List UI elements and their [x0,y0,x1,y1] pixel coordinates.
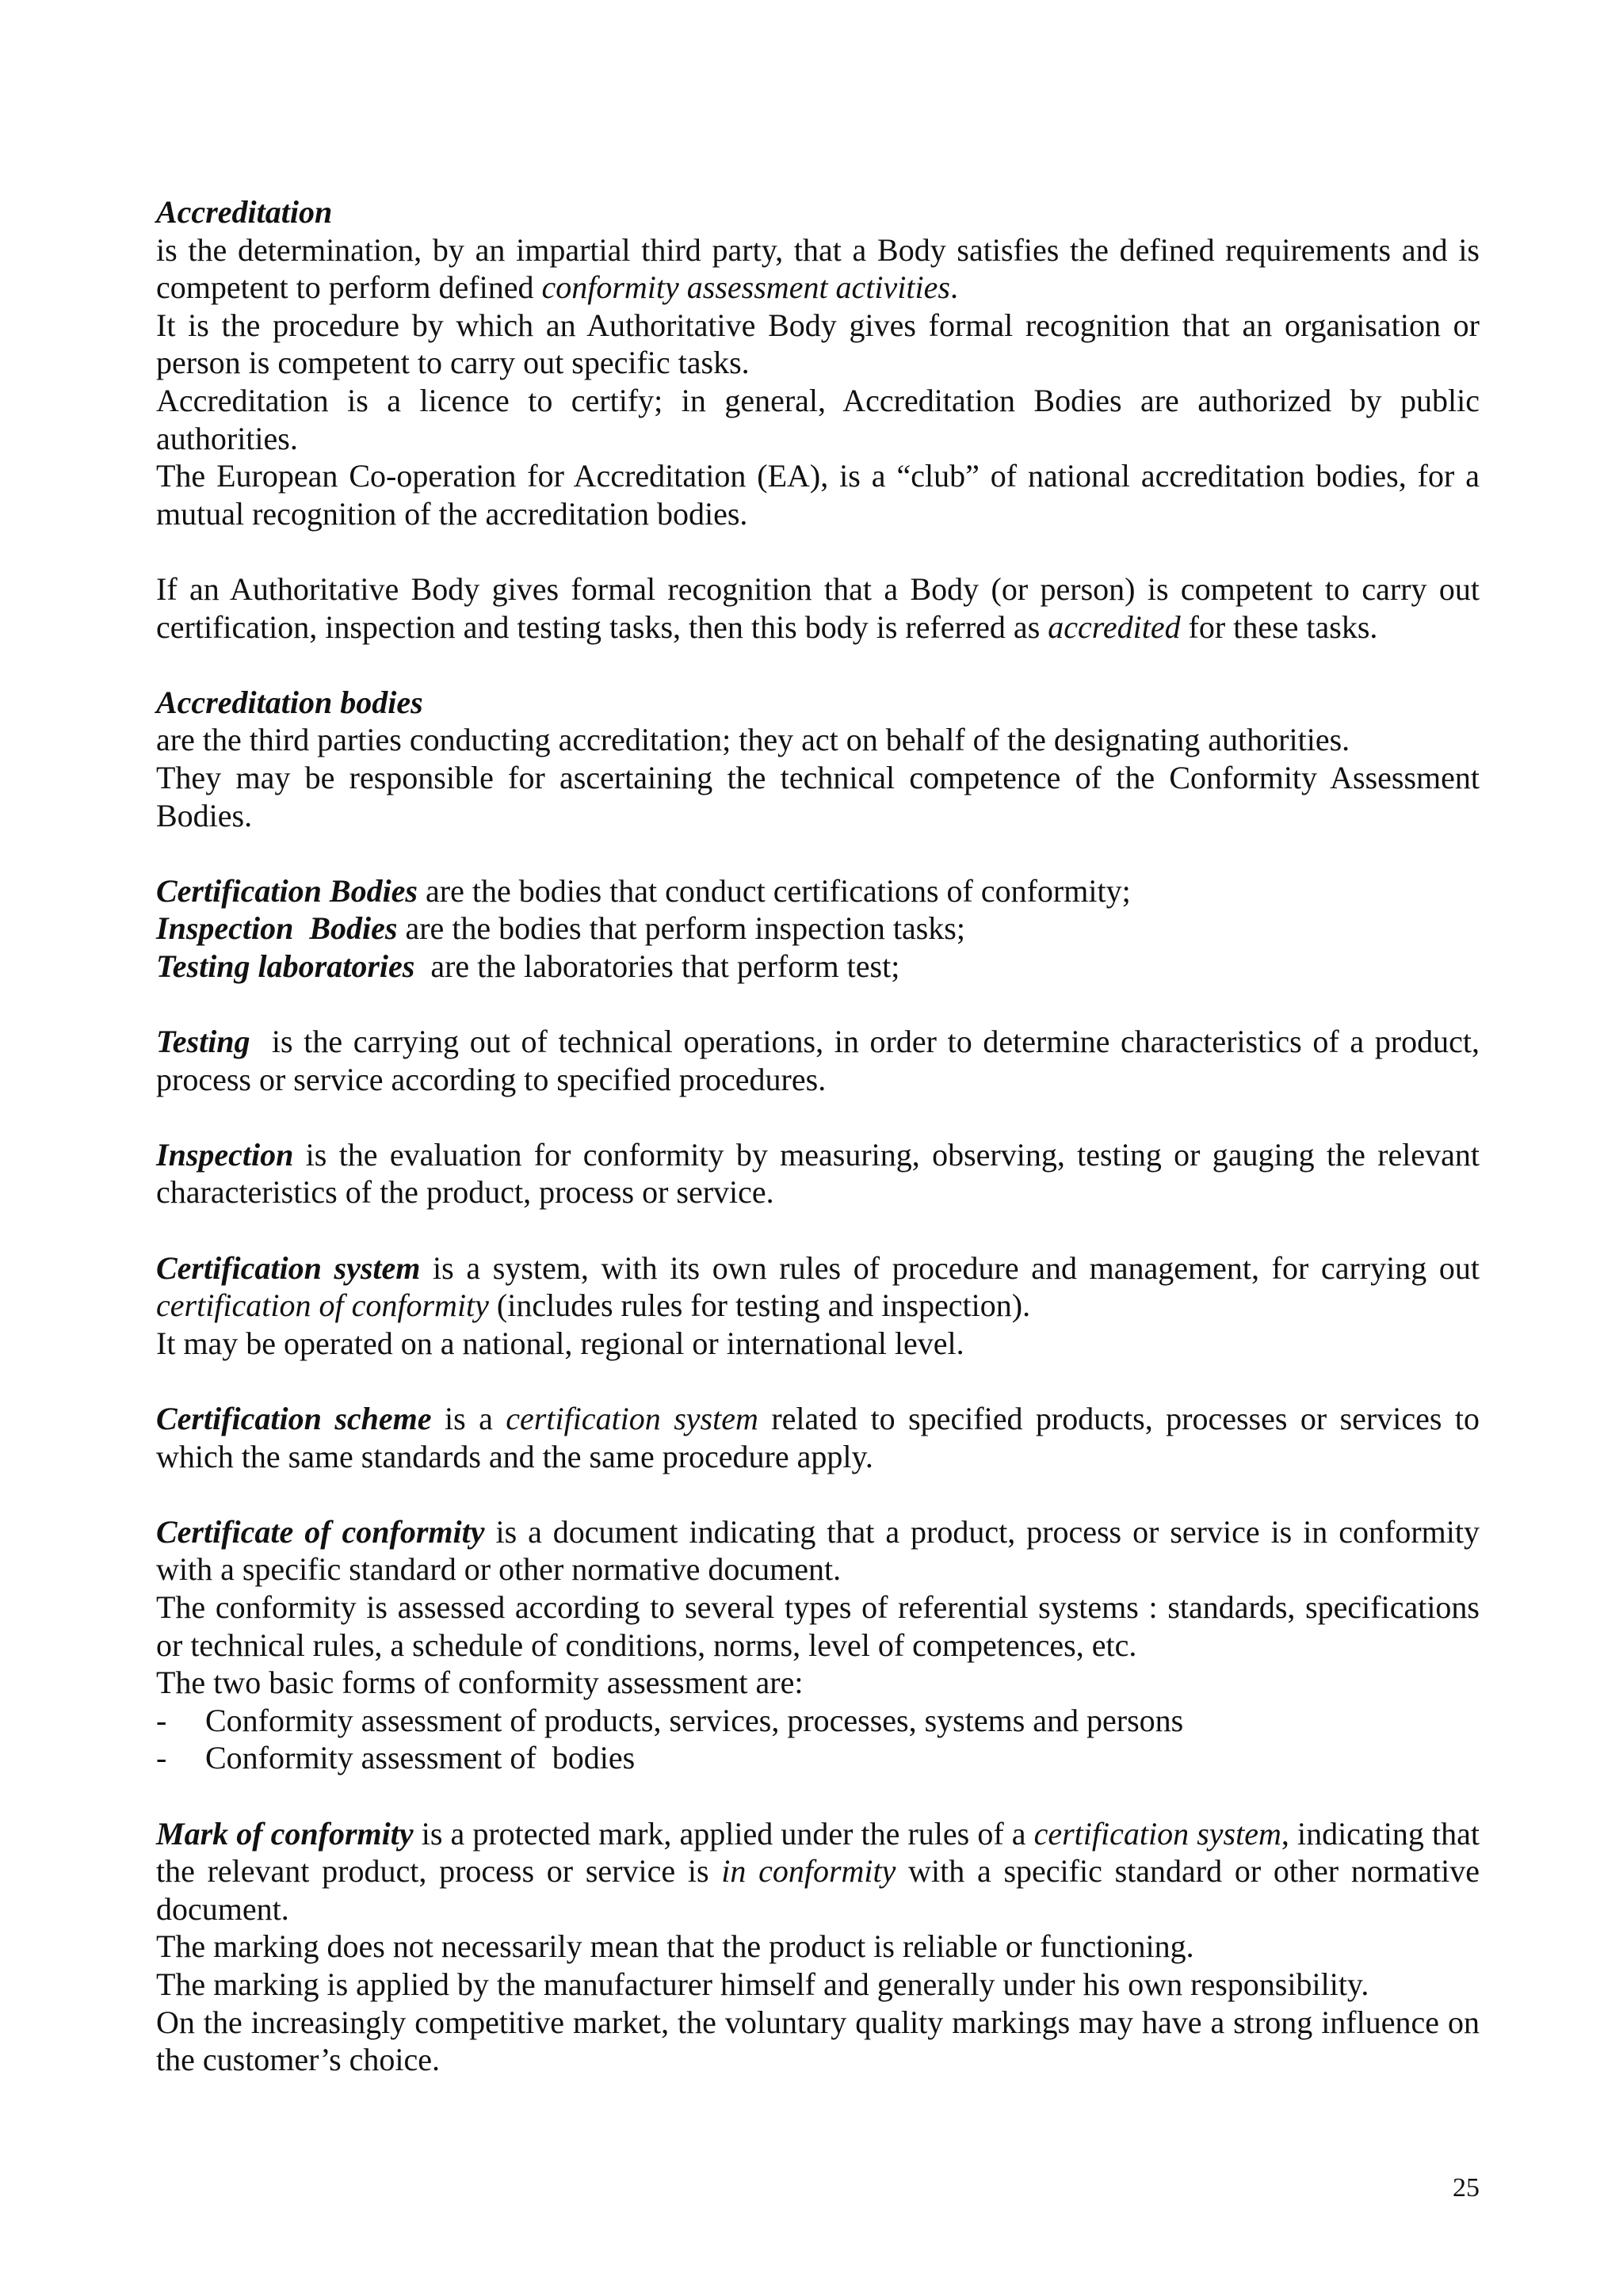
accreditation-ea: The European Co-operation for Accreditation (EA), is a “club” of national accreditation bodies, for a mutual recognition of the accreditation bodies. [156,458,1480,532]
inspection-bodies-line: Inspection Bodies are the bodies that perform inspection tasks; [156,910,965,947]
accreditation-term: Accreditation [156,194,333,230]
marking-responsibility: The marking is applied by the manufacturer himself and generally under his own responsibility. [156,1966,1369,2002]
accreditation-procedure: It is the procedure by which an Authoritative Body gives formal recognition that an organisation or person is competent to carry out specific tasks. [156,307,1480,381]
list-dash: - [156,1740,167,1776]
list-item-text: Conformity assessment of bodies [205,1740,636,1776]
accreditation-licence: Accreditation is a licence to certify; in general, Accreditation Bodies are authorized by public authorities. [156,382,1480,456]
list-item [156,1739,1480,1777]
list-item [156,1702,1480,1740]
paragraph-gap [156,1777,1480,1815]
list-item-text: Conformity assessment of products, services, processes, systems and persons [205,1702,1184,1738]
marking-reliability: The marking does not necessarily mean that the product is reliable or functioning. [156,1928,1194,1965]
list-dash: - [156,1702,167,1738]
paragraph-gap [156,1475,1480,1513]
paragraph-gap [156,1362,1480,1400]
page-number: 25 [1453,2173,1480,2203]
paragraph-gap [156,532,1480,570]
paragraph-gap [156,1098,1480,1136]
accreditation-bodies-term: Accreditation bodies [156,684,423,720]
certification-scheme-paragraph: Certification scheme is a certification system related to specified products, processes or services to which the same standards and the same procedure apply. [156,1401,1480,1474]
accreditation-bodies-responsibility: They may be responsible for ascertaining the technical competence of the Conformity Assessment Bodies. [156,759,1480,833]
certification-bodies-line: Certification Bodies are the bodies that conduct certifications of conformity; [156,872,1131,909]
certificate-basic-forms: The two basic forms of conformity assessment are: [156,1665,804,1701]
mark-of-conformity-paragraph: Mark of conformity is a protected mark, applied under the rules of a certification system, indicating that the relevant product, process or service is in conformity with a specific standard or other normative document. [156,1815,1480,1927]
accreditation-definition: is the determination, by an impartial third party, that a Body satisfies the defined requirements and is competent to perform defined conformity assessment activities. [156,231,1480,306]
certificate-of-conformity-paragraph: Certificate of conformity is a document indicating that a product, process or service is in conformity with a specific standard or other normative document. [156,1513,1480,1588]
inspection-paragraph: Inspection is the evaluation for conformity by measuring, observing, testing or gauging the relevant characteristics of the product, process or service. [156,1136,1480,1211]
paragraph-gap [156,1211,1480,1249]
accredited-paragraph: If an Authoritative Body gives formal recognition that a Body (or person) is competent to carry out certification, inspection and testing tasks, then this body is referred as accredited for these tasks. [156,570,1480,645]
testing-paragraph: Testing is the carrying out of technical operations, in order to determine characteristics of a product, process or service according to specified procedures. [156,1024,1480,1097]
testing-laboratories-line: Testing laboratories are the laboratories that perform test; [156,948,900,984]
document-body [156,193,1480,2079]
accreditation-bodies-definition: are the third parties conducting accreditation; they act on behalf of the designating authorities. [156,722,1350,758]
certificate-referential-systems: The conformity is assessed according to several types of referential systems : standards, specifications or technical rules, a schedule of conditions, norms, level of competences, etc. [156,1589,1480,1663]
marking-market-influence: On the increasingly competitive market, the voluntary quality markings may have a strong influence on the customer’s choice. [156,2004,1480,2078]
paragraph-gap [156,985,1480,1023]
certification-system-paragraph: Certification system is a system, with its own rules of procedure and management, for carrying out certification of conformity (includes rules for testing and inspection). [156,1249,1480,1324]
certification-system-level: It may be operated on a national, regional or international level. [156,1325,964,1361]
paragraph-gap [156,646,1480,684]
paragraph-gap [156,834,1480,872]
